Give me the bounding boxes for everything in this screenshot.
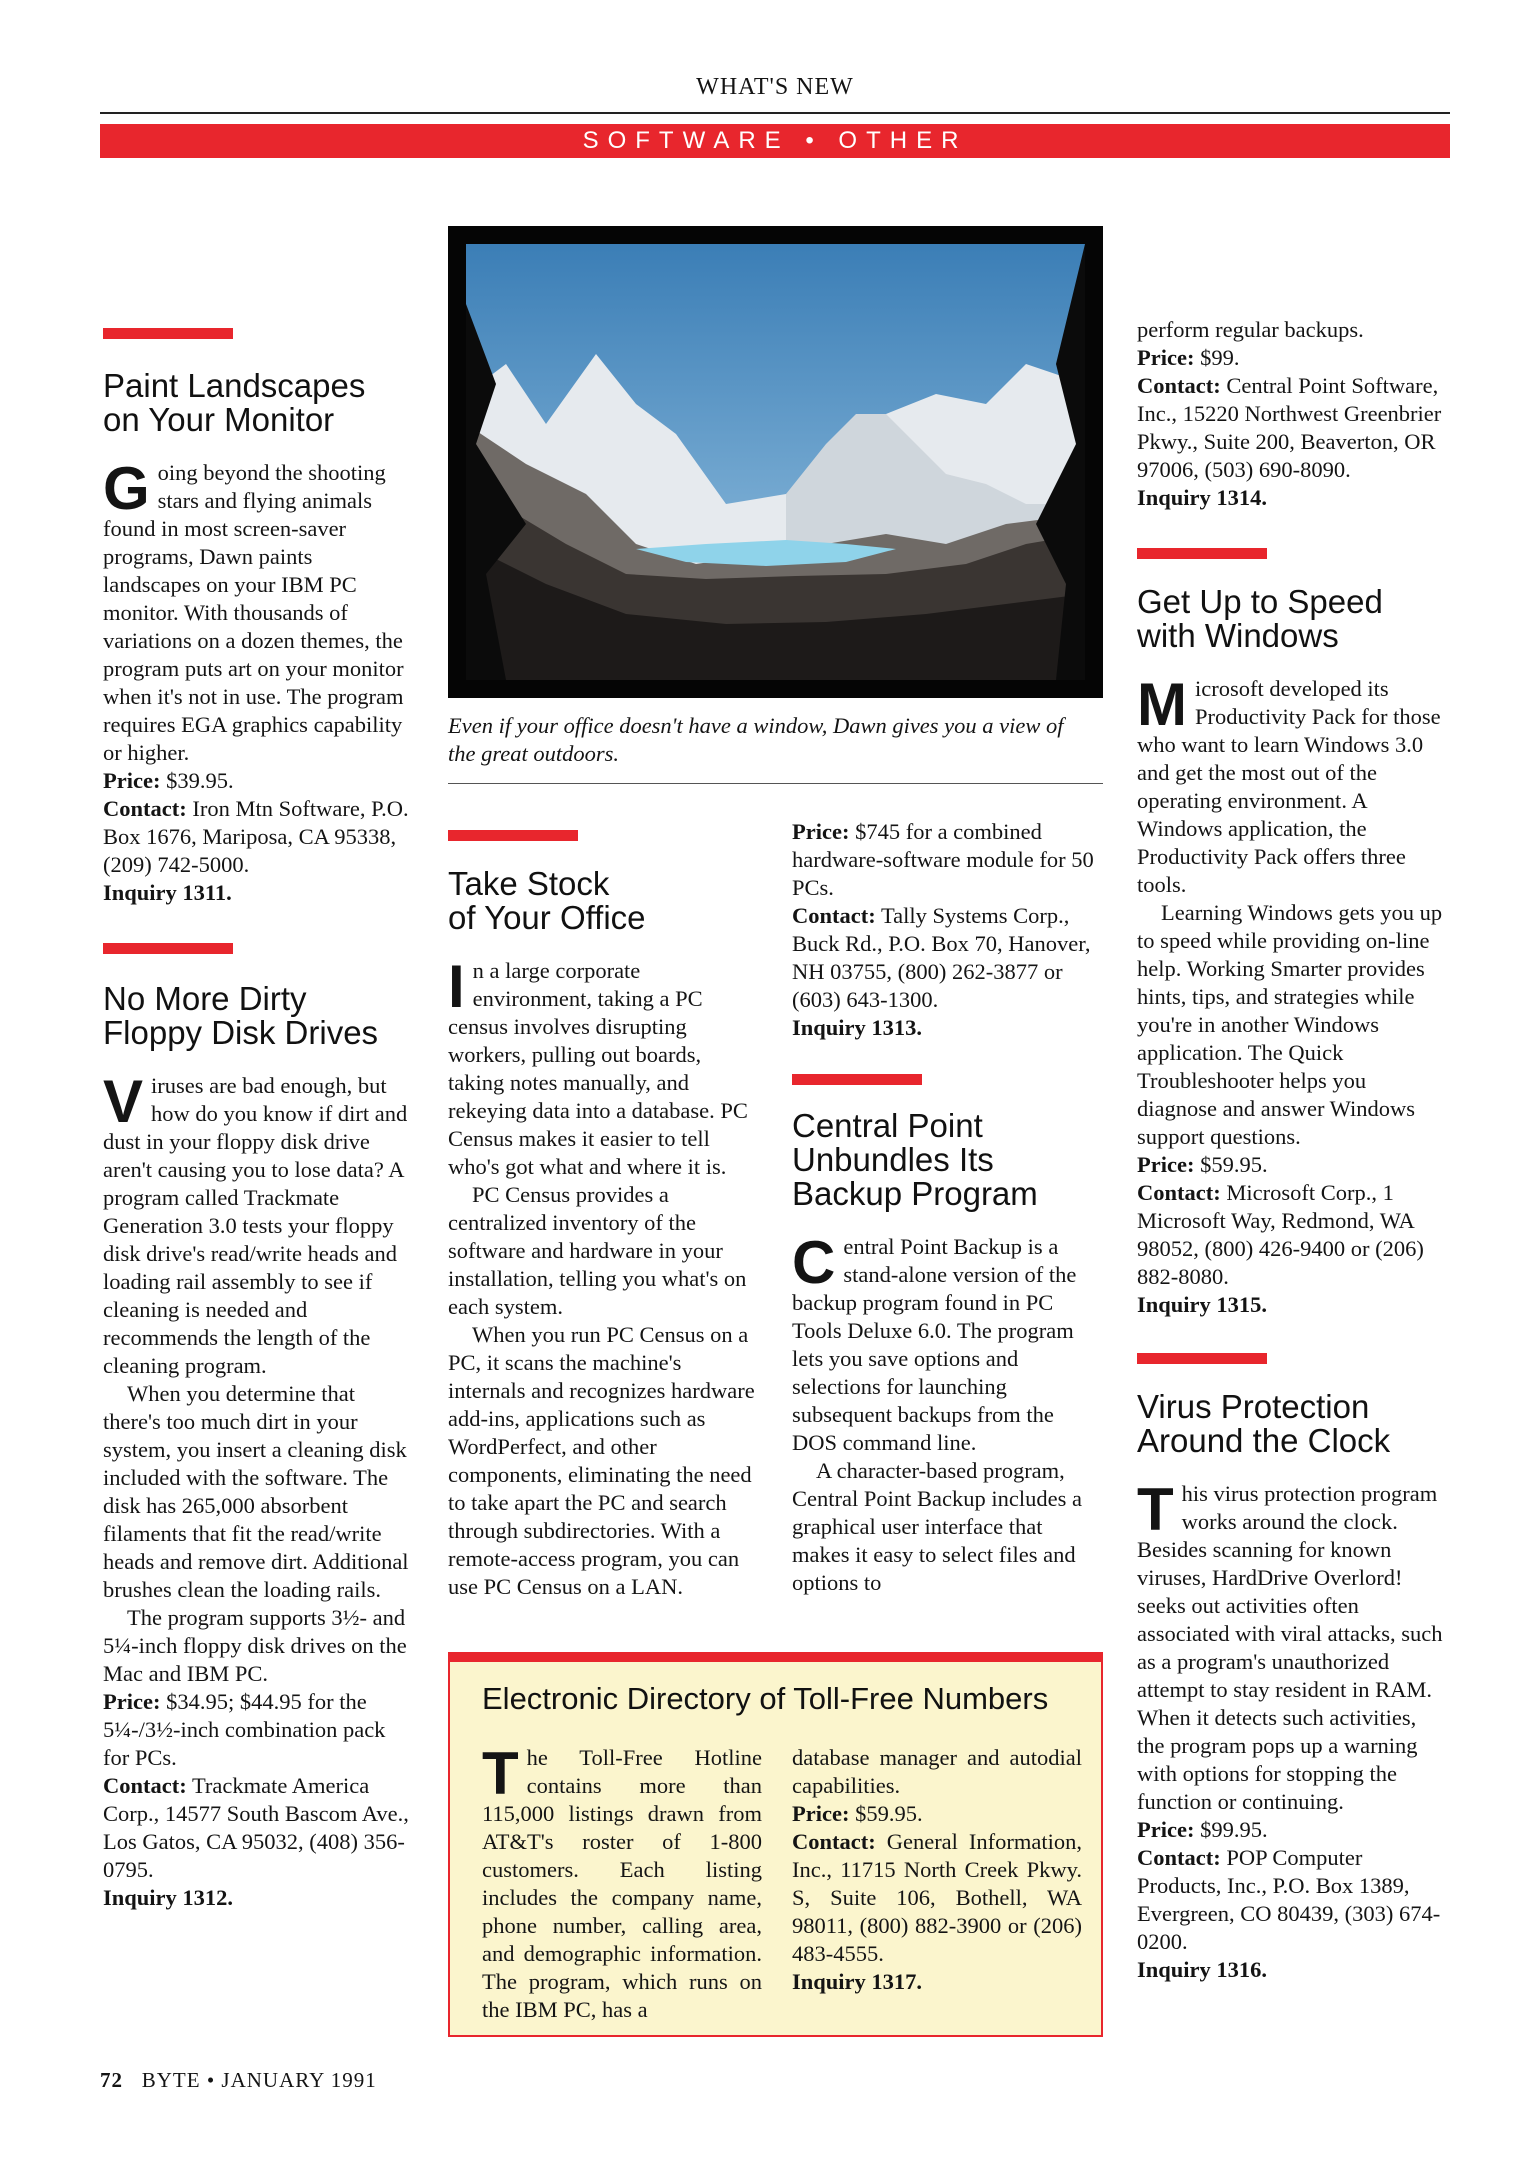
header-rule: [100, 112, 1450, 114]
article-price: Price: $99.: [1137, 345, 1240, 370]
article-contact: Contact: Microsoft Corp., 1 Microsoft Way, Redmond, WA 98052, (800) 426-9400 or (206) 882-8080.: [1137, 1180, 1424, 1289]
article-body: When you determine that there's too much dirt in your system, you insert a cleaning disk included with the software. The disk has 265,000 absorbent filaments that fit the read/write heads and remove dirt. Additional brushes clean the loading rails.: [103, 1381, 409, 1602]
column-2: [448, 830, 760, 1601]
article-marker: [103, 943, 233, 954]
sidebar-inquiry: Inquiry 1317.: [792, 1969, 923, 1994]
article-stock: [448, 830, 760, 1601]
article-body: icrosoft developed its Productivity Pack for those who want to learn Windows 3.0 and get the most out of the operating environment. A Windows application, the Productivity Pack offers three tools.: [1137, 676, 1441, 897]
publication-line: BYTE • JANUARY 1991: [141, 2068, 377, 2092]
article-body: Learning Windows gets you up to speed while providing on-line help. Working Smarter provides hints, tips, and strategies while you're in another Windows application. The Quick Troubleshooter helps you diagnose and answer Windows support questions.: [1137, 900, 1443, 1149]
article-inquiry: Inquiry 1316.: [1137, 1957, 1268, 1982]
article-price: Price: $59.95.: [1137, 1152, 1268, 1177]
article-floppy: [103, 943, 413, 1912]
article-body: The program supports 3½- and 5¼-inch floppy disk drives on the Mac and IBM PC.: [103, 1605, 407, 1686]
column-1: [103, 328, 413, 1912]
article-central: [792, 1074, 1104, 1597]
article-title: Paint Landscapes on Your Monitor: [103, 367, 366, 438]
article-title: Take Stock of Your Office: [448, 865, 646, 936]
article-contact: Contact: POP Computer Products, Inc., P.O. Box 1389, Evergreen, CO 80439, (303) 674-0200.: [1137, 1845, 1441, 1954]
category-bar: SOFTWARE • OTHER: [100, 124, 1450, 158]
article-inquiry: Inquiry 1312.: [103, 1885, 234, 1910]
article-body: n a large corporate environment, taking a PC census involves disrupting workers, pulling out boards, taking notes manually, and rekeying data into a database. PC Census makes it easier to tell who's got what and where it is.: [448, 958, 748, 1179]
sidebar-body: database manager and autodial capabilities.: [792, 1745, 1082, 1798]
article-body: A character-based program, Central Point Backup includes a graphical user interface that makes it easy to select files and options to: [792, 1458, 1082, 1595]
drop-cap: M: [1137, 671, 1187, 738]
article-body: entral Point Backup is a stand-alone version of the backup program found in PC Tools Deluxe 6.0. The program lets you save options and selections for launching subsequent backups from the DOS command line.: [792, 1234, 1077, 1455]
drop-cap: G: [103, 455, 150, 522]
article-title: Virus Protection Around the Clock: [1137, 1388, 1391, 1459]
article-inquiry: Inquiry 1314.: [1137, 485, 1268, 510]
tollfree-sidebar: [448, 1652, 1103, 2037]
sidebar-price: Price: $59.95.: [792, 1801, 923, 1826]
page-number: 72: [100, 2068, 123, 2092]
caption-rule: [448, 783, 1103, 784]
article-price: Price: $745 for a combined hardware-software module for 50 PCs.: [792, 819, 1094, 900]
article-contact: Contact: Tally Systems Corp., Buck Rd., P.O. Box 70, Hanover, NH 03755, (800) 262-3877 or (603) 643-1300.: [792, 903, 1091, 1012]
page-footer: [100, 2068, 377, 2093]
article-virus: [1137, 1353, 1449, 1984]
article-body: oing beyond the shooting stars and flying animals found in most screen-saver programs, Dawn paints landscapes on your IBM PC monitor. With thousands of variations on a dozen themes, the program puts art on your monitor when it's not in use. The program requires EGA graphics capability or higher.: [103, 460, 404, 765]
article-inquiry: Inquiry 1315.: [1137, 1292, 1268, 1317]
drop-cap: T: [1137, 1476, 1174, 1543]
drop-cap: V: [103, 1068, 144, 1135]
sidebar-column-1: [482, 1740, 762, 2024]
sidebar-body: he Toll-Free Hotline contains more than 115,000 listings drawn from AT&T's roster of 1-800 customers. Each listing includes the company name, phone number, calling area, and demographic information. The program, which runs on the IBM PC, has a: [482, 1745, 762, 2022]
article-body: PC Census provides a centralized inventory of the software and hardware in your installation, telling you what's on each system.: [448, 1182, 747, 1319]
landscape-image: [466, 244, 1085, 680]
drop-cap: C: [792, 1229, 836, 1296]
article-marker: [103, 328, 233, 339]
article-contact: Contact: Iron Mtn Software, P.O. Box 1676, Mariposa, CA 95338, (209) 742-5000.: [103, 796, 409, 877]
article-body: iruses are bad enough, but how do you know if dirt and dust in your floppy disk drive aren't causing you to lose data? A program called Trackmate Generation 3.0 tests your floppy disk drive's read/write heads and loading rail assembly to see if cleaning is needed and recommends the length of the cleaning program.: [103, 1073, 408, 1378]
article-paint: [103, 328, 413, 907]
article-body: perform regular backups.: [1137, 317, 1364, 342]
section-header: WHAT'S NEW: [696, 74, 854, 100]
article-price: Price: $34.95; $44.95 for the 5¼-/3½-inch combination pack for PCs.: [103, 1689, 386, 1770]
article-title: Central Point Unbundles Its Backup Program: [792, 1107, 1038, 1212]
sidebar-title: Electronic Directory of Toll-Free Numbers: [482, 1681, 1049, 1716]
landscape-photo: [448, 226, 1103, 698]
article-inquiry: Inquiry 1313.: [792, 1015, 923, 1040]
article-marker: [1137, 548, 1267, 559]
drop-cap: T: [482, 1740, 519, 1807]
article-title: Get Up to Speed with Windows: [1137, 583, 1383, 654]
column-3: [792, 818, 1104, 1597]
article-marker: [448, 830, 578, 841]
article-title: No More Dirty Floppy Disk Drives: [103, 980, 379, 1051]
sidebar-contact: Contact: General Information, Inc., 11715 North Creek Pkwy. S, Suite 106, Bothell, WA 98011, (800) 882-3900 or (206) 483-4555.: [792, 1829, 1082, 1966]
sidebar-column-2: [792, 1744, 1082, 1996]
article-body: his virus protection program works around the clock. Besides scanning for known viruses, HardDrive Overlord! seeks out activities often associated with viral attacks, such as a program's unauthorized attempt to stay resident in RAM. When it detects such activities, the program pops up a warning with options for stopping the function or continuing.: [1137, 1481, 1443, 1814]
drop-cap: I: [448, 953, 465, 1020]
article-body: When you run PC Census on a PC, it scans the machine's internals and recognizes hardware add-ins, applications such as WordPerfect, and other components, eliminating the need to take apart the PC and search through subdirectories. With a remote-access program, you can use PC Census on a LAN.: [448, 1322, 755, 1599]
article-contact: Contact: Central Point Software, Inc., 15220 Northwest Greenbrier Pkwy., Suite 200, Beaverton, OR 97006, (503) 690-8090.: [1137, 373, 1442, 482]
article-marker: [1137, 1353, 1267, 1364]
article-price: Price: $99.95.: [1137, 1817, 1268, 1842]
article-contact: Contact: Trackmate America Corp., 14577 South Bascom Ave., Los Gatos, CA 95032, (408) 356-0795.: [103, 1773, 409, 1882]
column-4: [1137, 316, 1449, 1984]
article-windows: [1137, 548, 1449, 1319]
photo-caption: Even if your office doesn't have a window, Dawn gives you a view of the great outdoors.: [448, 713, 1064, 766]
article-inquiry: Inquiry 1311.: [103, 880, 232, 905]
article-marker: [792, 1074, 922, 1085]
article-price: Price: $39.95.: [103, 768, 234, 793]
